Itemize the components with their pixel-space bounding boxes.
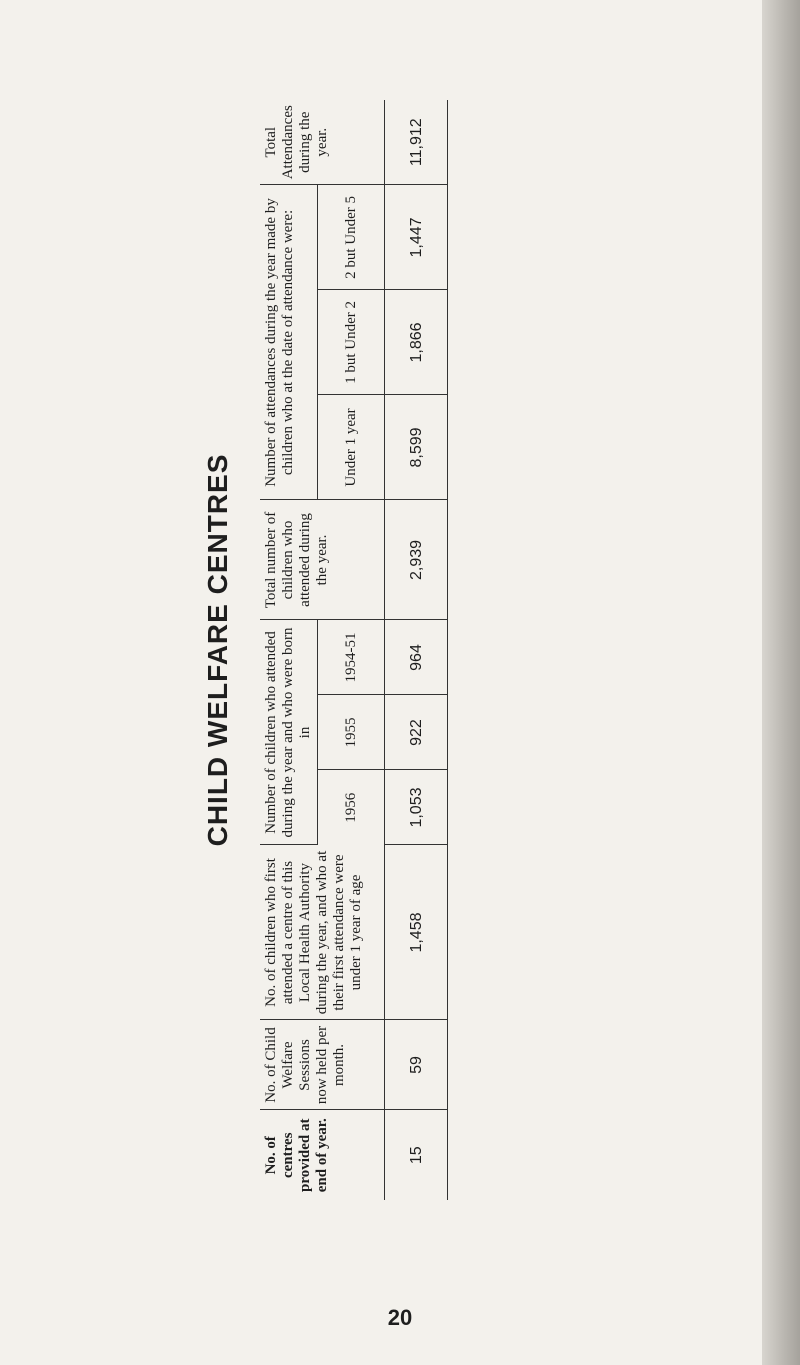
- cell-born-1954-51: 964: [385, 620, 448, 695]
- cell-1-to-2: 1,866: [385, 290, 448, 395]
- header-sessions: No. of Child Welfare Sessions now held per month.: [260, 1020, 385, 1110]
- page-number: 20: [387, 1305, 413, 1330]
- table-row: [385, 100, 448, 1200]
- header-total-children: Total number of children who attended during the year.: [260, 500, 385, 620]
- cell-sessions: 59: [385, 1020, 448, 1110]
- subheader-born-1955: 1955: [318, 695, 385, 770]
- cell-born-1955: 922: [385, 695, 448, 770]
- subheader-born-1954-51: 1954-51: [318, 620, 385, 695]
- child-welfare-table: [260, 100, 448, 1200]
- cell-born-1956: 1,053: [385, 770, 448, 845]
- rotated-table-sheet: [190, 100, 640, 1200]
- header-centres: No. of centres provided at end of year.: [263, 1118, 330, 1193]
- cell-under-1: 8,599: [385, 395, 448, 500]
- header-total-attendances: Total Attendances during the year.: [260, 100, 385, 185]
- header-row: [260, 100, 318, 1200]
- header-first-attended: No. of children who first attended a centre of this Local Health Authority during the year, and who at their first attendance were under 1 year of age: [260, 845, 385, 1020]
- cell-centres: 15: [385, 1110, 448, 1200]
- page-edge-shadow: [762, 0, 800, 1365]
- cell-total-children: 2,939: [385, 500, 448, 620]
- subheader-2-to-5: 2 but Under 5: [318, 185, 385, 290]
- page-title: CHILD WELFARE CENTRES: [202, 453, 233, 847]
- header-attendance-group: Number of attendances during the year made by children who at the date of attendance were:: [260, 185, 318, 500]
- header-born-group: Number of children who attended during the year and who were born in: [260, 620, 318, 845]
- subheader-under-1: Under 1 year: [318, 395, 385, 500]
- cell-total-attendances: 11,912: [385, 100, 448, 185]
- subheader-1-to-2: 1 but Under 2: [318, 290, 385, 395]
- cell-first-attended: 1,458: [385, 845, 448, 1020]
- cell-2-to-5: 1,447: [385, 185, 448, 290]
- subheader-born-1956: 1956: [318, 770, 385, 845]
